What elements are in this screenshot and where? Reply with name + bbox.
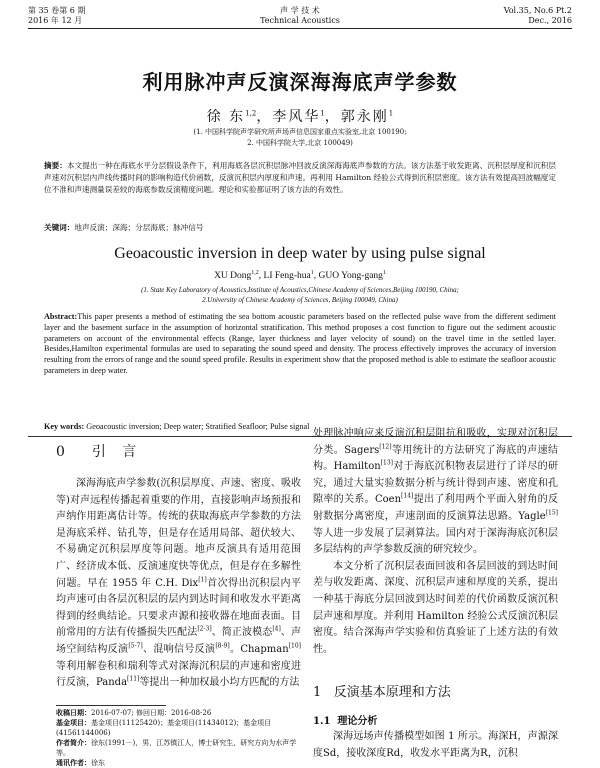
- citation: [8-9]: [215, 642, 230, 650]
- citation: [12]: [379, 443, 392, 451]
- citation: [14]: [401, 493, 414, 501]
- author-affil-mark: 1: [388, 109, 394, 118]
- affiliation-en-2: 2.University of Chinese Academy of Sciences, Beijing 100049, China): [202, 296, 398, 304]
- running-header: [28, 4, 572, 29]
- abstract-cn-label: 摘要：: [44, 161, 67, 170]
- footnote-label: 作者简介：: [56, 738, 91, 747]
- keywords-cn-text: 地声反演；深海；分层海底；脉冲信号: [74, 223, 204, 232]
- footnote-label: 收稿日期：: [56, 708, 91, 717]
- citation: [4]: [272, 626, 281, 634]
- header-date-cn: 2016 年 12 月: [28, 16, 83, 25]
- text-run: 提出了利用两个平面入射角的反射数据分离密度，声速剖面的反演算法思路。Yagle: [313, 494, 559, 522]
- citation: [13]: [380, 459, 393, 467]
- author-affil-mark-en: 1,2: [251, 270, 259, 276]
- subsection-1-1-text-block: [313, 729, 558, 762]
- text-run: 等提出一种加权最小均方匹配的方法: [139, 677, 300, 689]
- text-run: 、声场空间结构反演: [56, 627, 301, 655]
- header-date-en: Dec., 2016: [528, 16, 572, 25]
- header-issue-en: [504, 6, 572, 26]
- citation: [1]: [198, 576, 207, 584]
- section-1-heading: [313, 681, 451, 700]
- keywords-en-text: Geoacoustic inversion; Deep water; Stratified Seafloor; Pulse signal: [86, 422, 310, 431]
- footnote-label: 通讯作者：: [56, 758, 91, 767]
- author-name: 徐 东: [206, 109, 246, 125]
- affiliation-cn-1: (1. 中国科学院声学研究所声场声信息国家重点实验室,北京 100190;: [193, 128, 407, 136]
- subsection-1-1-heading: [313, 712, 377, 727]
- text-run: 首次得出沉积层内平均声速可由各层沉积层的层内到达时间和收发水平距离得到的经典结论。只要求声源和接收器在地面表面。目前常用的方法有传播损失匹配法: [56, 577, 301, 639]
- header-journal: [28, 6, 572, 26]
- text-run: 、混响信号反演: [142, 643, 216, 655]
- keywords-cn: [44, 222, 556, 234]
- section-title: 引 言: [91, 444, 143, 460]
- journal-name-cn: 声 学 技 术: [280, 6, 320, 15]
- author-separator: ，: [256, 109, 273, 125]
- text-run: 等利用解卷积和瑞利等式对深海沉积层的声速和密度进行反演，Panda: [56, 660, 301, 689]
- intro-paragraph-2: 本文分析了沉积层表面回波和各层回波的到达时间差与收发距离、深度、沉积层声速和厚度的关系，提出一种基于海底分层回波到达时间差的代价函数反演沉积层声速和厚度。并利用 Hamilton 经验公式反演沉积层密度。结合深海声学实验和仿真验证了上述方法的有效性。: [313, 560, 558, 655]
- citation: [10]: [288, 642, 302, 650]
- header-volume-en: Vol.35, No.6 Pt.2: [503, 6, 572, 15]
- footnote-label: 基金项目：: [56, 718, 91, 727]
- paper-title-en: Geoacoustic inversion in deep water by using pulse signal: [114, 245, 486, 262]
- author-name: 郭永刚: [340, 109, 389, 125]
- body-column-left: [56, 476, 301, 692]
- body-column-right: [313, 426, 558, 658]
- author-affil-mark: 1: [320, 109, 325, 118]
- footnote-rule: [56, 705, 166, 706]
- text-run: 。Chapman: [229, 643, 289, 655]
- section-number: 0: [56, 444, 71, 460]
- affiliation-en-1: (1. State Key Laboratory of Acoustics,Institute of Acoustics,Chinese Academy of Sciences,Beijing 100190, China;: [141, 286, 459, 294]
- footnote-received: [56, 708, 301, 718]
- citation: [15]: [545, 509, 558, 517]
- author-name-en: , GUO Yong-gang: [313, 271, 383, 282]
- abstract-en-text: This paper presents a method of estimating the sea bottom acoustic parameters based on the reflected pulse wave from the different sediment layer and the basement surface in the assumption of horizontal stratification. This method proposes a cost function to figure out the sediment acoustic parameters on account of the environmental effects (Range, layer thickness and layer velocity of sound) on the travel time in the settled layer. Besides,Hamilton experimental formulas are used to separating the sound speed and density. The process effectively improves the accuracy of inversion resulting from the errors of range and the sound speed profile. Results in experiment show that the proposed method is able to estimate the seafloor acoustic parameters in deep water.: [44, 312, 556, 375]
- footnote-corresponding: [56, 758, 301, 768]
- author-affil-mark-en: 1: [382, 270, 386, 276]
- abstract-en-label: Abstract:: [44, 312, 78, 321]
- section-title: 反演基本原理和方法: [333, 685, 451, 700]
- intro-paragraph-1-cont: [313, 426, 558, 559]
- section-number: 1: [313, 685, 322, 700]
- abstract-en: [44, 312, 556, 377]
- footnote-text: 基金项目(11125420)；基金项目(11434012)；基金项目(41561144006): [56, 719, 272, 737]
- abstract-cn-text: 本文提出一种在海底水平分层假设条件下，利用海底各层沉积层脉冲回波反演深海海底声参数的方法。该方法基于收发距离、沉积层厚度和沉积层声速对沉积层内声线传播时间的影响构造代价函数，反演沉积层内厚度和声速。再利用 Hamilton 经验公式得到沉积层密度。该方法有效提高回波幅度定位不准和声速测量误差较的海底参数反演精度问题。理论和实验都证明了该方法的有效性。: [44, 161, 557, 194]
- header-volume-cn: 第 35 卷第 6 期: [28, 6, 86, 15]
- text-run: 深海海底声学参数(沉积层厚度、声速、密度、吸收等)对声远程传播起着重要的作用，直接影响声场预报和声纳作用距离估计等。传统的获取海底声学参数的方法是海底采样、钻孔等，但是存在适用局部、超伏较大、不易确定沉积层厚度等问题。地声反演具有适用范围广、经济成本低、反演速度快等优点，但是存在多解性问题。早在 1955 年 C.H. Dix: [56, 478, 301, 589]
- subsection-title: 理论分析: [337, 716, 378, 727]
- author-affil-mark: 1,2: [245, 109, 257, 118]
- citation: [2-3]: [197, 626, 212, 634]
- affiliation-cn-2: 2. 中国科学院大学,北京 100049): [247, 139, 353, 147]
- section-0-heading: [56, 441, 142, 461]
- footnote-author: [56, 738, 301, 758]
- author-name: 李风华: [272, 109, 321, 125]
- footnote-fund: [56, 718, 301, 738]
- citation: [5-7]: [128, 642, 143, 650]
- authors-cn: [0, 106, 600, 126]
- authors-en: [0, 270, 600, 281]
- author-separator: ，: [324, 109, 341, 125]
- journal-name-en: Technical Acoustics: [260, 16, 340, 25]
- keywords-en-label: Key words:: [44, 422, 85, 431]
- author-name-en: , LI Feng-hua: [258, 271, 311, 282]
- footnote-text: 2016-07-07; 修回日期：2016-08-26: [91, 709, 212, 717]
- text-run: 处理脉冲响应来反演沉积层阻抗和吸收，实现对沉积层分类。Sagers: [313, 428, 558, 456]
- text-run: 等人进一步发展了层剥算法。国内对于深海海底沉积层多层结构的声学参数反演的研究较少。: [313, 527, 558, 556]
- text-run: 对于海底沉积物表层进行了详尽的研究，通过大量实验数据分析与统计得到声速、密度和孔隙率的关系。Coen: [313, 461, 558, 506]
- intro-paragraph-1: [56, 476, 301, 692]
- author-affil-mark-en: 1: [310, 270, 314, 276]
- citation: [11]: [127, 675, 140, 683]
- subsection-number: 1.1: [313, 716, 331, 727]
- text-run: 等用统计的方法研究了海底的声速结构。Hamilton: [313, 444, 558, 473]
- author-name-en: XU Dong: [214, 271, 252, 282]
- footnote: [56, 708, 301, 768]
- text-run: 、简正波模态: [211, 627, 273, 639]
- abstract-cn: [44, 160, 556, 196]
- subsection-1-1-paragraph: 深海远场声传播模型如图 1 所示。海深H，声源深度Sd，接收深度Rd，收发水平距离为R，沉积: [313, 731, 558, 759]
- footnote-text: 徐东(1991－)，男，江苏镇江人，博士研究生，研究方向为水声学等。: [56, 739, 297, 757]
- paper-title-cn: 利用脉冲声反演深海海底声学参数: [142, 70, 458, 94]
- footnote-text: 徐东: [91, 759, 105, 767]
- keywords-cn-label: 关键词：: [44, 223, 75, 232]
